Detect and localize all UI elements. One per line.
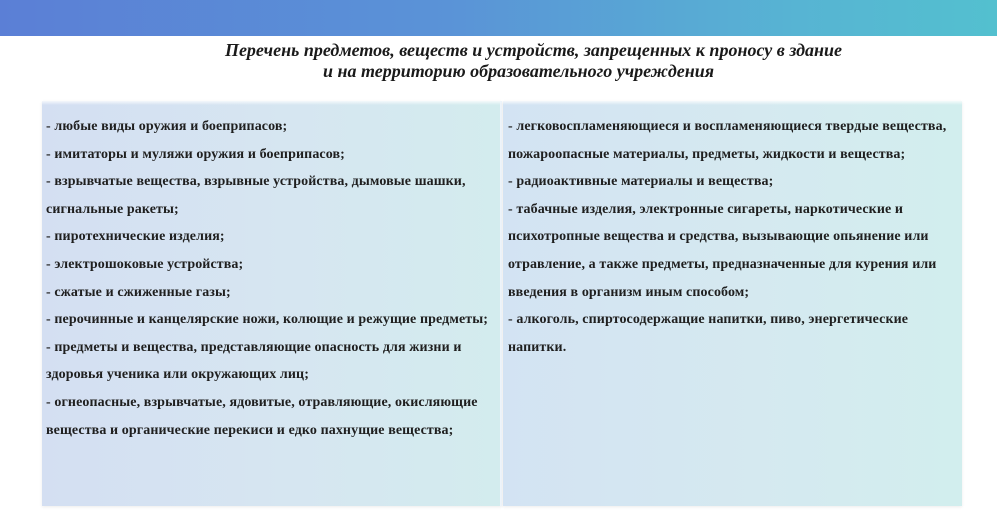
list-item: - огнеопасные, взрывчатые, ядовитые, отравляющие, окисляющие вещества и органические перекиси и едко пахнущие вещества; — [46, 394, 478, 438]
header-gradient-band — [0, 0, 997, 36]
list-item: - электрошоковые устройства; — [46, 256, 244, 272]
left-prohibited-items-list — [46, 113, 498, 444]
right-prohibited-items-panel — [503, 101, 962, 506]
list-item: - алкоголь, спиртосодержащие напитки, пиво, энергетические напитки. — [508, 312, 909, 355]
list-item: - табачные изделия, электронные сигареты, наркотические и психотропные вещества и средства, вызывающие опьянение или отравление, а также предметы, предназначенные для курения или введения в организм иным способом; — [508, 201, 937, 300]
list-item: - перочинные и канцелярские ножи, колющие и режущие предметы; — [46, 312, 489, 328]
list-item: - сжатые и сжиженные газы; — [46, 284, 231, 300]
left-prohibited-items-panel — [42, 101, 502, 506]
page-title-line-1: Перечень предметов, веществ и устройств, запрещенных к проносу в здание — [224, 40, 843, 60]
list-item: - взрывчатые вещества, взрывные устройства, дымовые шашки, сигнальные ракеты; — [46, 174, 466, 217]
list-item: - любые виды оружия и боеприпасов; — [46, 119, 288, 134]
list-item: - легковоспламеняющиеся и воспламеняющиеся твердые вещества, пожароопасные материалы, предметы, жидкости и вещества; — [508, 119, 947, 162]
right-prohibited-items-list — [508, 113, 958, 361]
page-title — [0, 40, 997, 82]
list-item: - имитаторы и муляжи оружия и боеприпасов; — [46, 146, 345, 162]
list-item: - предметы и вещества, представляющие опасность для жизни и здоровья ученика или окружающих лиц; — [46, 339, 462, 383]
list-item: - радиоактивные материалы и вещества; — [508, 174, 774, 190]
page-title-line-2: и на территорию образовательного учреждения — [322, 61, 715, 81]
list-item: - пиротехнические изделия; — [46, 229, 225, 245]
